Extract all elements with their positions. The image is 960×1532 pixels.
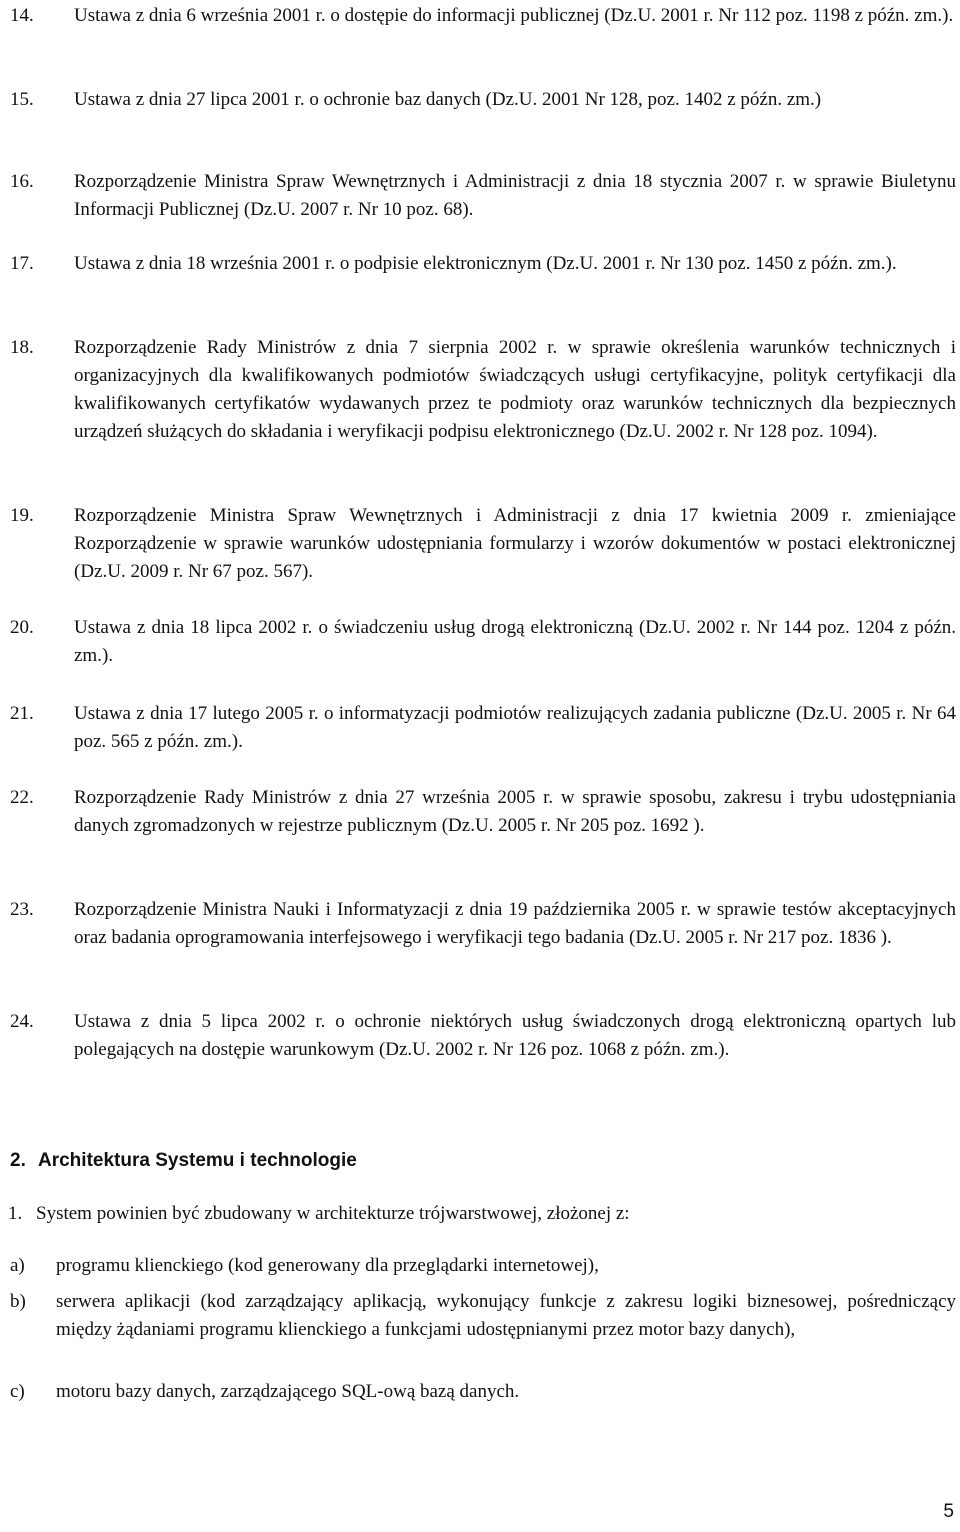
sub-list-item <box>10 1378 956 1406</box>
paragraph-text: System powinien być zbudowany w architekturze trójwarstwowej, złożonej z: <box>36 1203 630 1224</box>
list-item-number: 15. <box>10 89 34 110</box>
list-item-number: 22. <box>10 787 34 808</box>
list-item-number: 23. <box>10 899 34 920</box>
list-item-text: Ustawa z dnia 18 lipca 2002 r. o świadczeniu usług drogą elektroniczną (Dz.U. 2002 r. Nr 144 poz. 1204 z późn. zm.). <box>74 617 956 666</box>
sub-list-item-letter: c) <box>10 1381 25 1402</box>
list-item-number: 17. <box>10 253 34 274</box>
list-item <box>10 896 956 952</box>
list-item-text: Rozporządzenie Ministra Nauki i Informatyzacji z dnia 19 października 2005 r. w sprawie testów akceptacyjnych oraz badania oprogramowania interfejsowego i weryfikacji tego badania (Dz.U. 2005 r. Nr 217 poz. 1836 ). <box>74 899 956 948</box>
list-item-number: 20. <box>10 617 34 638</box>
list-item-text: Rozporządzenie Ministra Spraw Wewnętrznych i Administracji z dnia 17 kwietnia 2009 r. zmieniające Rozporządzenie w sprawie warunków udostępniania formularzy i wzorów dokumentów w postaci elektronicznej (Dz.U. 2009 r. Nr 67 poz. 567). <box>74 505 956 582</box>
list-item-number: 14. <box>10 5 34 26</box>
list-item-number: 21. <box>10 703 34 724</box>
list-item <box>10 86 956 114</box>
paragraph <box>8 1200 956 1228</box>
list-item <box>10 168 956 224</box>
sub-list-item-text: serwera aplikacji (kod zarządzający aplikacją, wykonujący funkcje z zakresu logiki biznesowej, pośredniczący między żądaniami programu klienckiego a funkcjami udostępnianymi przez motor bazy danych), <box>56 1291 956 1340</box>
list-item-text: Ustawa z dnia 27 lipca 2001 r. o ochronie baz danych (Dz.U. 2001 Nr 128, poz. 1402 z późn. zm.) <box>74 89 822 110</box>
list-item-text: Rozporządzenie Ministra Spraw Wewnętrznych i Administracji z dnia 18 stycznia 2007 r. w sprawie Biuletynu Informacji Publicznej (Dz.U. 2007 r. Nr 10 poz. 68). <box>74 171 956 220</box>
list-item <box>10 250 956 278</box>
list-item <box>10 334 956 446</box>
list-item <box>10 700 956 756</box>
section-number: 2. <box>10 1150 26 1171</box>
list-item <box>10 1008 956 1064</box>
list-item-text: Rozporządzenie Rady Ministrów z dnia 7 sierpnia 2002 r. w sprawie określenia warunków technicznych i organizacyjnych dla kwalifikowanych podmiotów świadczących usługi certyfikacyjne, polityk certyfikacji dla kwalifikowanych certyfikatów wydawanych przez te podmioty oraz warunków technicznych dla bezpiecznych urządzeń służących do składania i weryfikacji podpisu elektronicznego (Dz.U. 2002 r. Nr 128 poz. 1094). <box>74 337 956 442</box>
sub-list-item <box>10 1288 956 1344</box>
list-item-number: 18. <box>10 337 34 358</box>
list-item-number: 16. <box>10 171 34 192</box>
list-item-number: 24. <box>10 1011 34 1032</box>
list-item <box>10 502 956 586</box>
section-heading <box>10 1147 956 1175</box>
list-item <box>10 784 956 840</box>
paragraph-number: 1. <box>8 1203 23 1224</box>
sub-list-item <box>10 1252 956 1280</box>
list-item-text: Rozporządzenie Rady Ministrów z dnia 27 września 2005 r. w sprawie sposobu, zakresu i trybu udostępniania danych zgromadzonych w rejestrze publicznym (Dz.U. 2005 r. Nr 205 poz. 1692 ). <box>74 787 956 836</box>
list-item-text: Ustawa z dnia 18 września 2001 r. o podpisie elektronicznym (Dz.U. 2001 r. Nr 130 poz. 1450 z późn. zm.). <box>74 253 897 274</box>
list-item-text: Ustawa z dnia 6 września 2001 r. o dostępie do informacji publicznej (Dz.U. 2001 r. Nr 112 poz. 1198 z późn. zm.). <box>74 5 954 26</box>
sub-list-item-letter: a) <box>10 1255 25 1276</box>
sub-list-item-text: programu klienckiego (kod generowany dla przeglądarki internetowej), <box>56 1255 599 1276</box>
page-number: 5 <box>943 1501 954 1522</box>
list-item-number: 19. <box>10 505 34 526</box>
list-item-text: Ustawa z dnia 5 lipca 2002 r. o ochronie niektórych usług świadczonych drogą elektroniczną opartych lub polegających na dostępie warunkowym (Dz.U. 2002 r. Nr 126 poz. 1068 z późn. zm.). <box>74 1011 956 1060</box>
sub-list-item-text: motoru bazy danych, zarządzającego SQL-ową bazą danych. <box>56 1381 520 1402</box>
list-item <box>10 2 956 30</box>
list-item <box>10 614 956 670</box>
sub-list-item-letter: b) <box>10 1291 26 1312</box>
list-item-text: Ustawa z dnia 17 lutego 2005 r. o informatyzacji podmiotów realizujących zadania publiczne (Dz.U. 2005 r. Nr 64 poz. 565 z późn. zm.). <box>74 703 956 752</box>
section-title: Architektura Systemu i technologie <box>38 1150 357 1171</box>
